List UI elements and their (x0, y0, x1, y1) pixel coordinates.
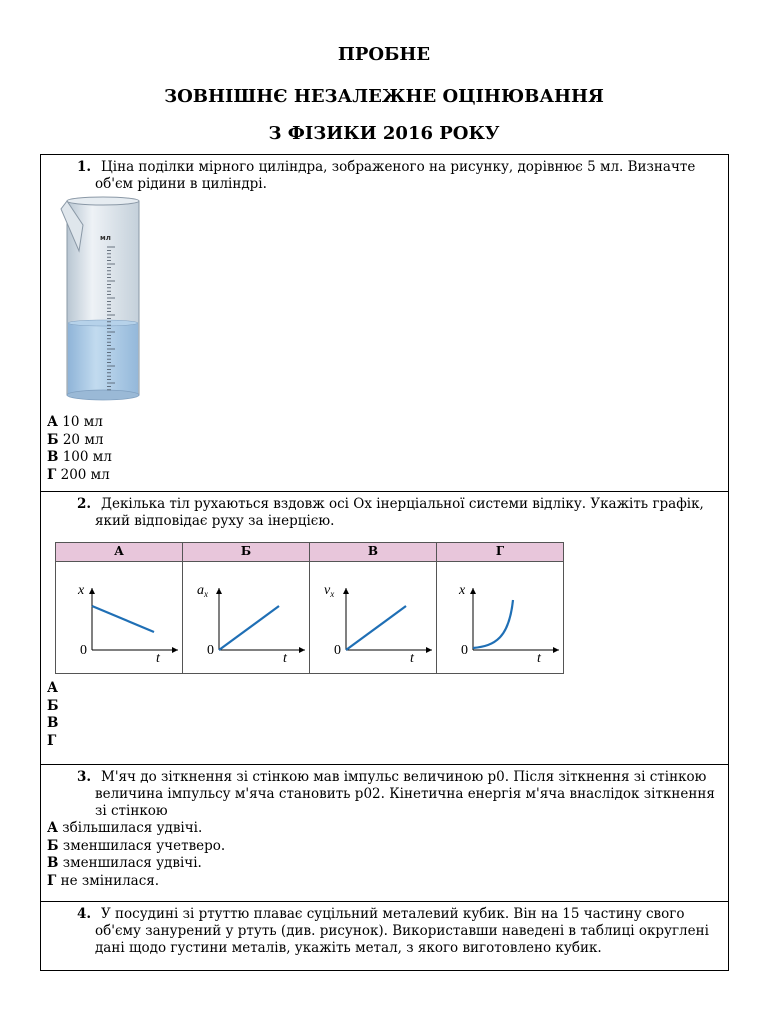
question-1-option-b: Б 20 мл (47, 431, 104, 448)
graph-d-xlabel: t (537, 651, 541, 666)
question-2-row (41, 492, 729, 765)
question-2-text: Декілька тіл рухаються вздовж осі Ох інерціальної системи відліку. Укажіть графік, який відповідає руху за інерцією. (95, 496, 704, 529)
question-3-text: М'яч до зіткнення зі стінкою мав імпульс величиною p0. Після зіткнення зі стінкою величина імпульсу м'яча становить p02. Кінетична енергія м'яча внаслідок зіткнення зі стінкою (95, 769, 715, 819)
graph-b (183, 562, 310, 674)
graph-c (310, 562, 437, 674)
graph-header-c: В (310, 543, 437, 562)
question-3-option-d: Г не змінилася. (47, 872, 160, 889)
graph-b-ylabel-sub: x (204, 589, 208, 599)
question-2-number: 2. (77, 496, 92, 512)
questions-table (40, 154, 729, 971)
graph-header-b: Б (183, 543, 310, 562)
question-2-option-d: Г (47, 732, 57, 749)
question-2-text-block (47, 496, 722, 530)
question-1-option-d: Г 200 мл (47, 466, 110, 483)
graph-d-ylabel: x (459, 583, 466, 598)
question-4-text-block (47, 906, 722, 957)
question-4-number: 4. (77, 906, 92, 922)
page-title-line-3: З ФІЗИКИ 2016 РОКУ (268, 123, 500, 144)
svg-text:ax (197, 583, 208, 599)
page-title-line-2: ЗОВНІШНЄ НЕЗАЛЕЖНЕ ОЦІНЮВАННЯ (164, 86, 604, 107)
question-4-row (41, 902, 729, 971)
cylinder-unit-label: мл (100, 234, 111, 242)
question-3-row (41, 765, 729, 902)
measuring-cylinder-figure (55, 195, 722, 408)
graph-header-a: А (56, 543, 183, 562)
graph-a-xlabel: t (156, 651, 160, 666)
question-4-text: У посудині зі ртуттю плаває суцільний металевий кубик. Він на 15 частину свого об'єму занурений у ртуть (див. рисунок). Використавши наведені в таблиці округлені дані щодо густини металів, укажіть метал, з якого виготовлено кубик. (95, 906, 709, 956)
graph-b-ylabel: a (197, 583, 204, 598)
question-2-option-c: В (47, 715, 59, 731)
question-3-option-c: В зменшилася удвічі. (47, 855, 202, 871)
motion-graphs-table (55, 542, 722, 674)
graph-a-ylabel: x (78, 583, 85, 598)
graph-a (56, 562, 183, 674)
question-1-text: Ціна поділки мірного циліндра, зображеного на рисунку, дорівнює 5 мл. Визначте об'єм рідини в циліндрі. (95, 159, 696, 192)
question-1-option-c: В 100 мл (47, 449, 112, 465)
graph-c-xlabel: t (410, 651, 414, 666)
question-2-option-b: Б (47, 697, 59, 714)
graph-c-origin: 0 (334, 643, 341, 658)
question-3-option-b: Б зменшилася учетверо. (47, 837, 226, 854)
graph-a-origin: 0 (80, 643, 87, 658)
page-title-line-1: ПРОБНЕ (337, 44, 431, 65)
graph-b-origin: 0 (207, 643, 214, 658)
question-1-option-a: А 10 мл (47, 414, 103, 430)
question-3-number: 3. (77, 769, 92, 785)
graph-header-d: Г (437, 543, 564, 562)
question-1-text-block (47, 159, 722, 193)
graph-c-ylabel-sub: x (330, 589, 335, 599)
question-1-number: 1. (77, 159, 92, 175)
question-2-option-a: А (47, 680, 58, 696)
question-3-text-block (47, 769, 722, 820)
question-1-row (41, 155, 729, 492)
graph-d (437, 562, 564, 674)
graph-b-xlabel: t (283, 651, 287, 666)
graph-d-origin: 0 (461, 643, 468, 658)
svg-text:vx (324, 583, 334, 599)
graph-c-ylabel: v (324, 583, 331, 598)
question-3-option-a: А збільшилася удвічі. (47, 820, 203, 836)
